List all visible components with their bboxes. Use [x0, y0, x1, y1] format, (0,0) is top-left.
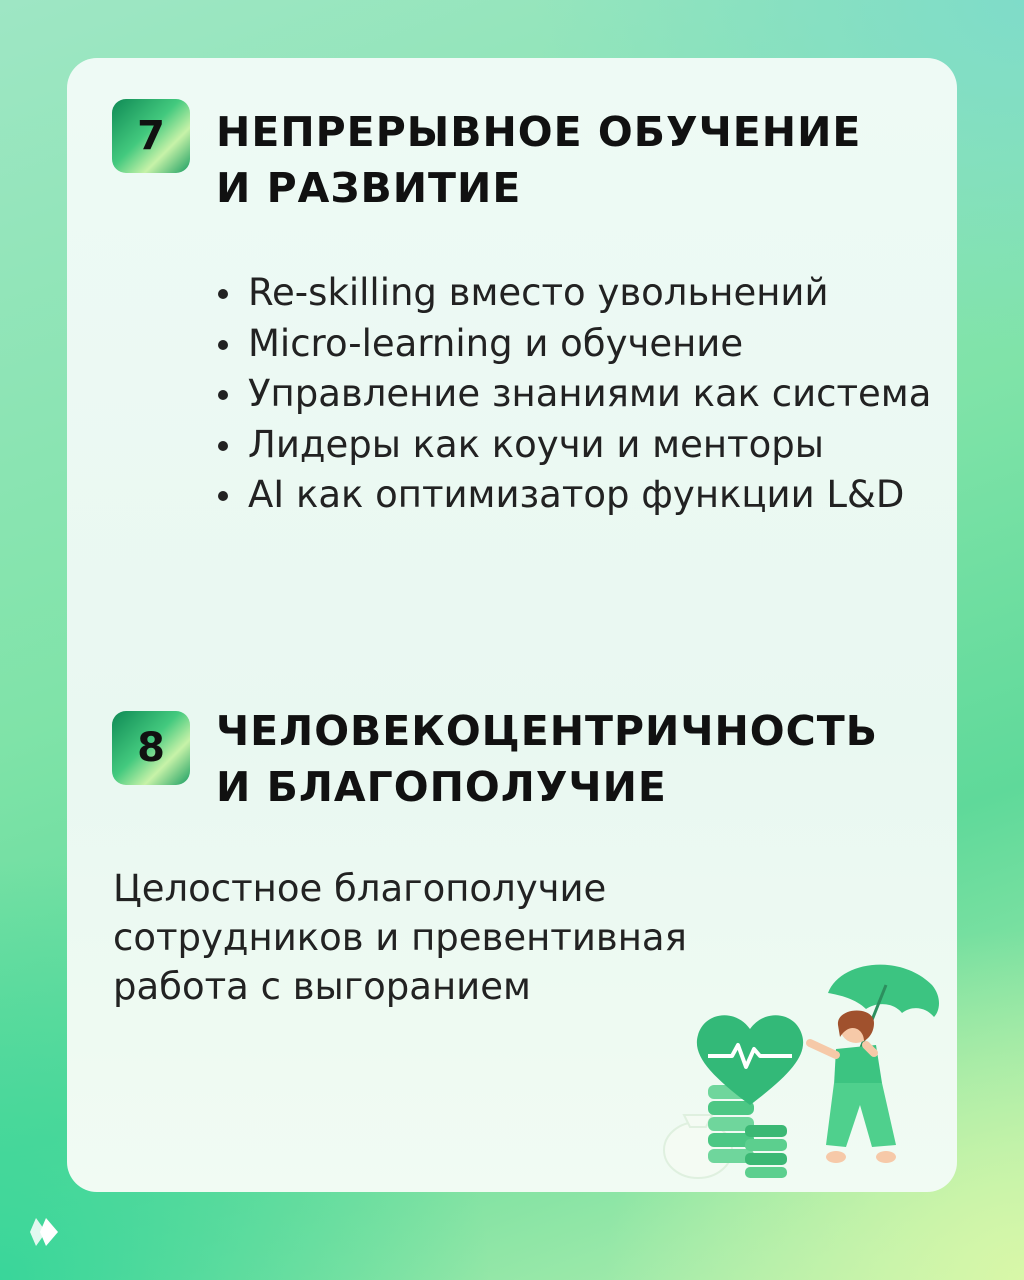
wellbeing-heart-umbrella-icon [650, 955, 950, 1180]
person-illustration [810, 1010, 896, 1163]
list-item: Лидеры как коучи и менторы [214, 420, 934, 471]
list-item: Управление знаниями как система [214, 369, 934, 420]
section-7-title [216, 104, 861, 216]
section-7-title-line2: И РАЗВИТИЕ [216, 164, 522, 212]
section-number-badge-8: 8 [112, 711, 190, 785]
section-8-description: Целостное благополучие сотрудников и превентивная работа с выгоранием [113, 867, 687, 1008]
section-8-title-line1: ЧЕЛОВЕКОЦЕНТРИЧНОСТЬ [216, 707, 878, 755]
list-item: Re-skilling вместо увольнений [214, 268, 934, 319]
umbrella-icon [828, 965, 939, 1055]
section-7-title-line1: НЕПРЕРЫВНОЕ ОБУЧЕНИЕ [216, 108, 862, 156]
section-8-title-line2: И БЛАГОПОЛУЧИЕ [216, 763, 667, 811]
section-8-title [216, 703, 878, 815]
section-number-badge-7: 7 [112, 99, 190, 173]
list-item: AI как оптимизатор функции L&D [214, 470, 934, 521]
list-item: Micro-learning и обучение [214, 319, 934, 370]
section-7-bullet-list [214, 268, 934, 521]
brand-logo-icon [28, 1212, 62, 1252]
